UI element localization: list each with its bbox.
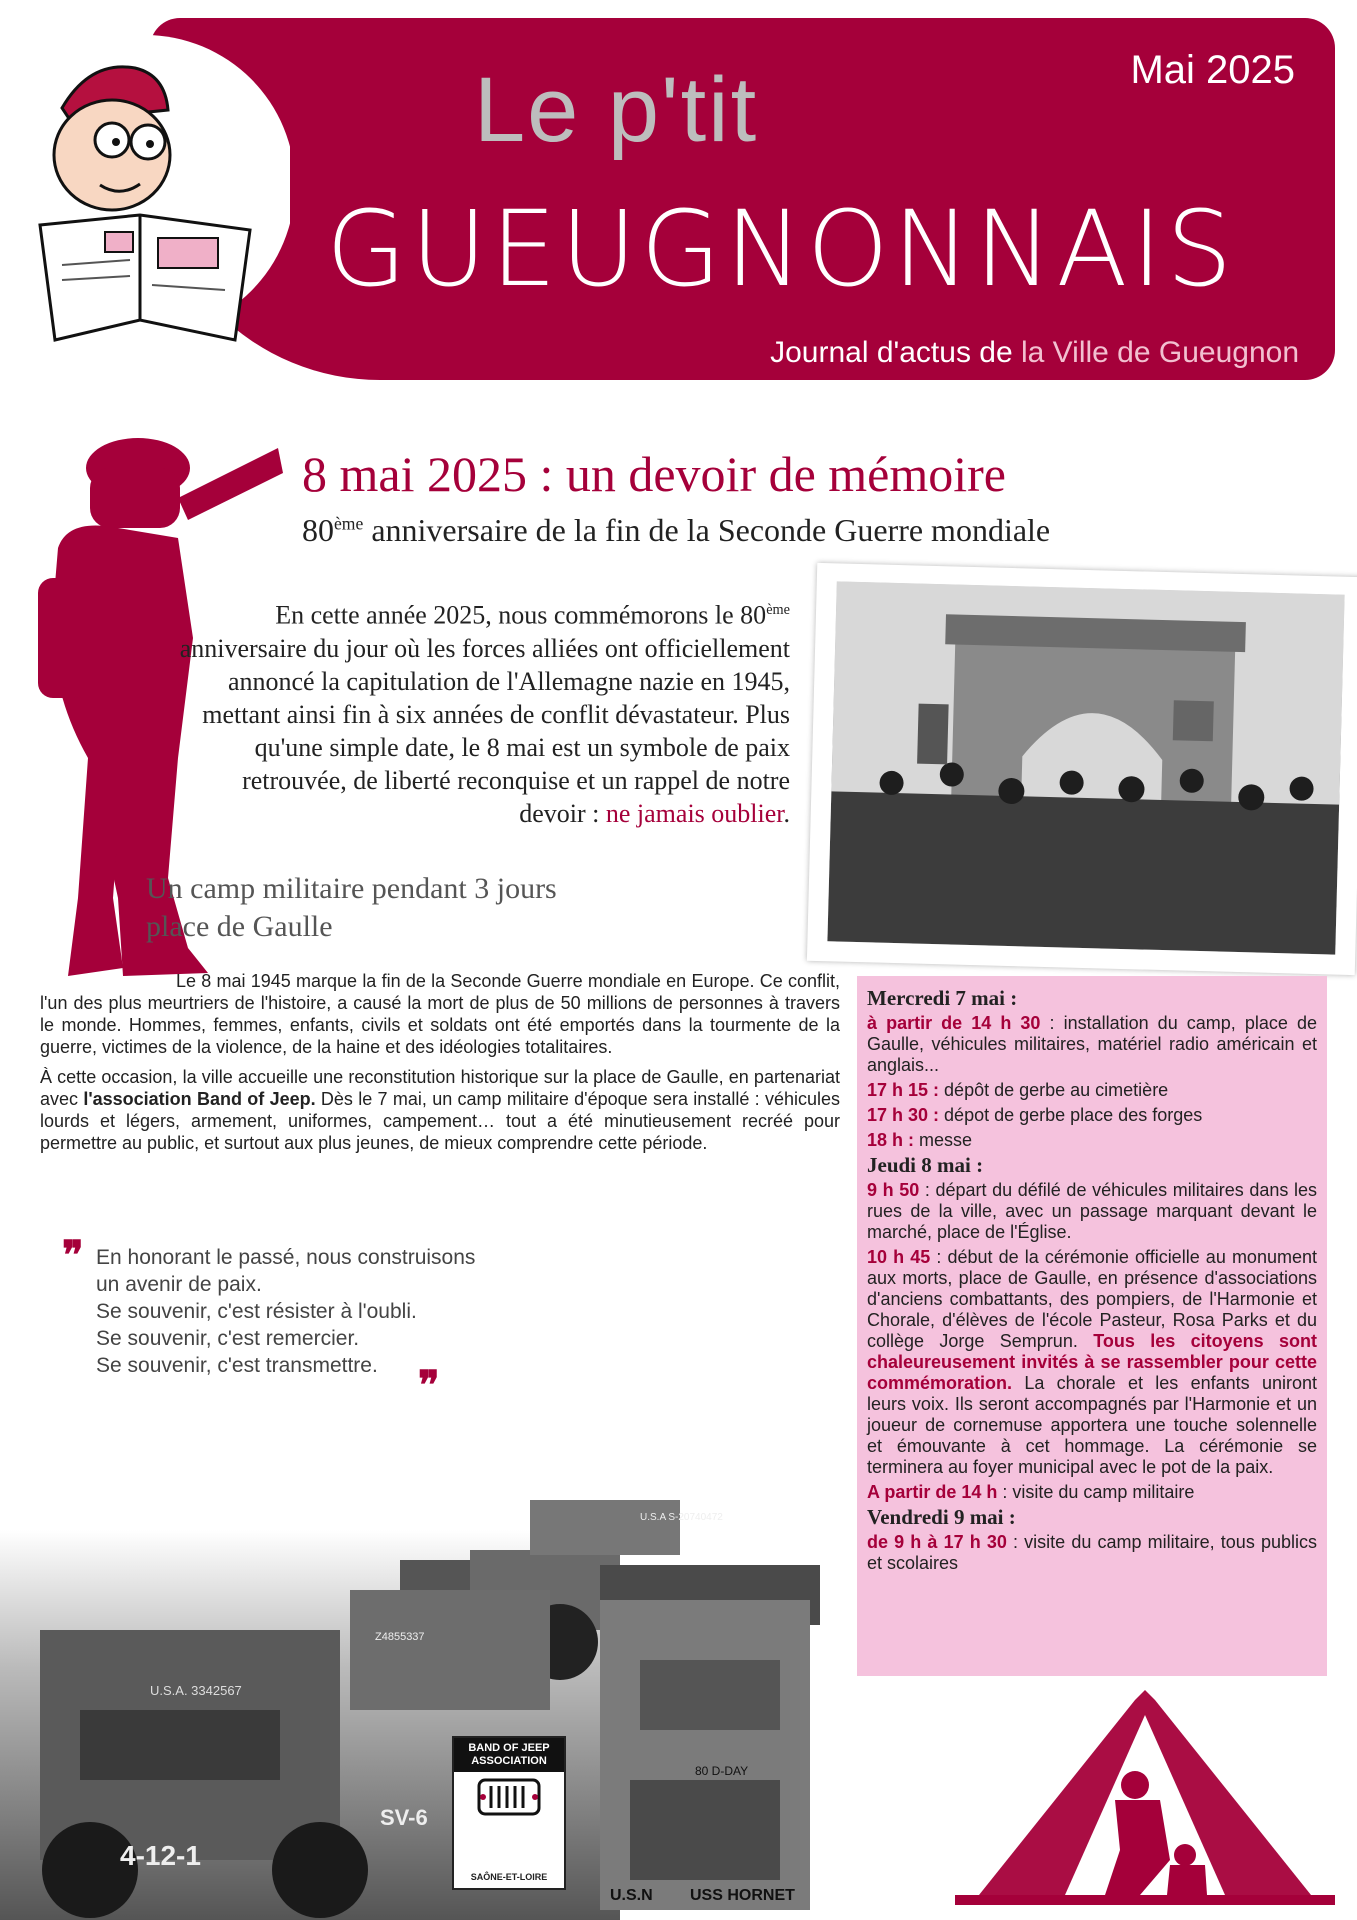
entry-time: A partir de 14 h bbox=[867, 1482, 998, 1502]
intro-highlight: ne jamais oublier bbox=[605, 798, 784, 828]
day-wednesday: Mercredi 7 mai : bbox=[867, 986, 1018, 1010]
entry-text: messe bbox=[914, 1130, 973, 1150]
usn-label: U.S.N bbox=[610, 1887, 653, 1904]
body-p2-association: l'association Band of Jeep. bbox=[83, 1089, 316, 1109]
schedule-entry bbox=[867, 1180, 1317, 1243]
day-friday: Vendredi 9 mai : bbox=[867, 1505, 1016, 1529]
entry-text: : visite du camp militaire bbox=[997, 1482, 1195, 1502]
entry-text: : début de la cérémonie officielle au monument aux morts, place de Gaulle, en présence d'associations d'anciens combattants, des pompiers, de l'Harmonie et Chorale, d'élèves de l'école Pasteur, Rosa Parks et du collège Jorge Semprun. bbox=[867, 1247, 1317, 1351]
camp-heading-line-2: place de Gaulle bbox=[146, 910, 333, 943]
entry-text: dépôt de gerbe au cimetière bbox=[939, 1080, 1169, 1100]
logo-region: SAÔNE-ET-LOIRE bbox=[470, 1872, 548, 1882]
subtitle-superscript: ème bbox=[334, 513, 364, 534]
hornet-label: USS HORNET bbox=[690, 1887, 795, 1904]
issue-date: Mai 2025 bbox=[1130, 48, 1295, 92]
subtitle-rest: anniversaire de la fin de la Seconde Guerre mondiale bbox=[363, 512, 1051, 548]
schedule-entry bbox=[867, 1105, 1317, 1126]
entry-time: 18 h : bbox=[867, 1130, 915, 1150]
schedule-box bbox=[857, 976, 1327, 1676]
arc-de-triomphe-photo bbox=[807, 563, 1357, 975]
quote-line: Se souvenir, c'est remercier. bbox=[96, 1327, 360, 1350]
band-of-jeep-logo bbox=[452, 1736, 566, 1890]
camp-heading-line-1: Un camp militaire pendant 3 jours bbox=[146, 872, 557, 905]
military-vehicles-photo bbox=[0, 1380, 820, 1920]
entry-time: 17 h 30 : bbox=[867, 1105, 940, 1125]
entry-text-end: La chorale et les enfants uniront leurs voix. Ils seront accompagnés par l'Harmonie et un joueur de cornemuse apportera une touche solennelle et émouvante à cet hommage. La cérémonie se terminera au foyer municipal avec le pot de la paix. bbox=[867, 1373, 1317, 1477]
entry-text: dépot de gerbe place des forges bbox=[939, 1105, 1203, 1125]
quote-line: Se souvenir, c'est transmettre. bbox=[96, 1354, 378, 1377]
brand-line-1: Le p'tit bbox=[474, 59, 759, 161]
schedule-entry bbox=[867, 1080, 1317, 1101]
jeep-grille-icon bbox=[469, 1772, 549, 1822]
entry-time: 9 h 50 bbox=[867, 1180, 920, 1200]
intro-paragraph bbox=[170, 594, 790, 830]
entry-text: : visite du camp militaire, tous publics et scolaires bbox=[867, 1532, 1317, 1573]
header-tagline bbox=[770, 336, 1299, 370]
tagline-highlight: la Ville de Gueugnon bbox=[1021, 336, 1299, 369]
camp-heading bbox=[146, 870, 666, 946]
body-paragraph-1: Le 8 mai 1945 marque la fin de la Seconde Guerre mondiale en Europe. Ce conflit, l'un des plus meurtriers de l'histoire, a causé la mort de plus de 50 millions de personnes à travers le monde. Hommes, femmes, enfants, civils et soldats ont été emportés dans la tourmente de la guerre, victimes de la violence, de la haine et des idéologies totalitaires. bbox=[40, 971, 840, 1057]
schedule-entry bbox=[867, 1482, 1317, 1503]
day-thursday: Jeudi 8 mai : bbox=[867, 1153, 984, 1177]
quote-line: En honorant le passé, nous construisons bbox=[96, 1246, 476, 1269]
schedule-entry bbox=[867, 1013, 1317, 1076]
close-quote-icon: ❞ bbox=[418, 1363, 440, 1408]
tagline-prefix: Journal d'actus de bbox=[770, 336, 1021, 369]
logo-line-1: BAND OF JEEP bbox=[468, 1742, 550, 1754]
entry-time: de 9 h à 17 h 30 bbox=[867, 1532, 1007, 1552]
intro-text-b: anniversaire du jour où les forces alliées ont officiellement annoncé la capitulation de l'Allemagne nazie en 1945, mettant ainsi fin à six années de conflit dévastateur. Plus qu'une simple date, le 8 mai est un symbole de paix retrouvée, de liberté reconquise et un rappel de notre devoir : bbox=[179, 633, 790, 828]
body-p2-a: À cette occasion, la ville accueille une reconstitution historique sur la place de Gaulle, en partenariat avec bbox=[40, 1067, 840, 1109]
usa-number-label: U.S.A. 3342567 bbox=[150, 1683, 242, 1698]
intro-text-a: En cette année 2025, nous commémorons le 80 bbox=[275, 600, 767, 630]
article-body bbox=[40, 970, 840, 1162]
quote-line: un avenir de paix. bbox=[96, 1273, 262, 1296]
brand-line-2: GUEUGNONNAIS bbox=[326, 188, 1237, 310]
truck-number-label: 4-12-1 bbox=[120, 1840, 201, 1871]
intro-superscript: ème bbox=[766, 602, 790, 618]
halftrack-icon bbox=[350, 1590, 550, 1710]
dodge-truck-icon bbox=[600, 1600, 810, 1910]
article-subtitle bbox=[302, 512, 1050, 549]
dday-plate-label: 80 D-DAY bbox=[695, 1764, 749, 1778]
article-title: 8 mai 2025 : un devoir de mémoire bbox=[302, 446, 1007, 502]
entry-time: 17 h 15 : bbox=[867, 1080, 940, 1100]
truck-code-label: SV-6 bbox=[380, 1805, 428, 1830]
body-paragraph-2 bbox=[40, 1066, 840, 1154]
jeep-number-label: U.S.A S-20740472 bbox=[640, 1512, 723, 1523]
entry-text: : départ du défilé de véhicules militaires dans les rues de la ville, avec un passage marquant devant le marché, place de l'Église. bbox=[867, 1180, 1318, 1242]
newspaper-reader-mascot-icon bbox=[0, 20, 290, 350]
intro-end: . bbox=[783, 798, 790, 828]
schedule-entry bbox=[867, 1130, 1317, 1151]
arch-crowd-illustration-icon bbox=[827, 581, 1344, 954]
entry-time: 10 h 45 bbox=[867, 1247, 931, 1267]
schedule-entry bbox=[867, 1532, 1317, 1574]
logo-line-2: ASSOCIATION bbox=[471, 1755, 547, 1767]
subtitle-number: 80 bbox=[302, 512, 334, 548]
logo-title bbox=[454, 1738, 564, 1772]
tent-camp-icon bbox=[945, 1680, 1345, 1920]
quote-line: Se souvenir, c'est résister à l'oubli. bbox=[96, 1300, 417, 1323]
body-p2-c: Dès le 7 mai, un camp militaire d'époque sera installé : véhicules lourds et légers, armement, uniformes, campement… tout a été minutieusement recréé pour permettre au public, et surtout aux plus jeunes, de mieux comprendre cette période. bbox=[40, 1089, 840, 1153]
halftrack-label: Z4855337 bbox=[375, 1631, 425, 1643]
entry-text: : installation du camp, place de Gaulle, véhicules militaires, matériel radio américain et anglais... bbox=[867, 1013, 1317, 1075]
photo-image bbox=[827, 581, 1344, 954]
quote-block bbox=[96, 1244, 516, 1379]
entry-emphasis: Tous les citoyens sont chaleureusement invités à se rassembler pour cette commémoration. bbox=[867, 1331, 1317, 1393]
open-quote-icon: ❞ bbox=[62, 1233, 84, 1278]
schedule-entry bbox=[867, 1247, 1317, 1478]
entry-time: à partir de 14 h 30 bbox=[867, 1013, 1041, 1033]
